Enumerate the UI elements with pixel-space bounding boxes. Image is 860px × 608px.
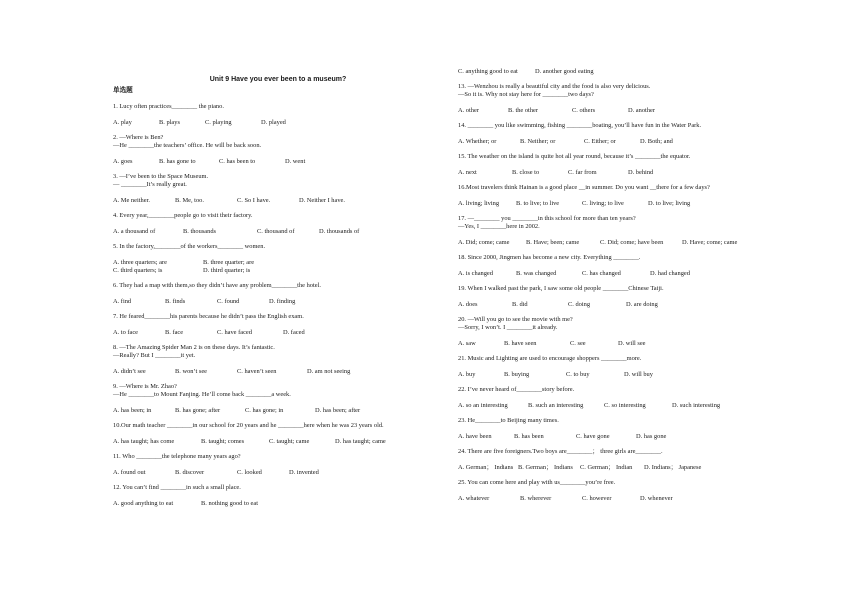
answer-options [113,368,443,376]
answer-option[interactable]: C. looked [237,469,262,476]
answer-option[interactable]: A. next [458,169,477,176]
answer-options [458,433,803,441]
answer-option[interactable]: C. third quarters; is [113,267,163,274]
question-text: 19. When I walked past the park, I saw some old people ________Chinese Taiji. [458,285,664,292]
answer-option[interactable]: B. discover [175,469,205,476]
answer-options [113,197,443,205]
answer-options [458,402,803,410]
answer-option[interactable]: B. close to [512,169,540,176]
answer-option[interactable]: C. taught; came [269,438,310,445]
answer-option[interactable]: C. Either; or [584,138,616,145]
answer-option[interactable]: D. another [628,107,655,114]
question-text: 22. I’ve never heard of________story before. [458,386,575,393]
answer-option[interactable]: D. Neither I have. [299,197,345,204]
question-text-line: —Sorry, I won’t. I ________it already. [458,324,558,331]
question-text: 14. ________ you like swimming, fishing ________boating, you’ll have fun in the Water Park. [458,122,702,129]
answer-option[interactable]: D. has been; after [315,407,361,414]
question [113,243,443,275]
question-text: 3. —I’ve been to the Space Museum. [113,173,209,180]
answer-options [113,329,443,337]
question [113,173,443,205]
answer-option[interactable]: B. German； Indians [518,464,573,471]
answer-options [458,464,803,472]
question-text: 9. —Where is Mr. Zhao? [113,383,177,390]
question [458,215,803,247]
answer-option[interactable]: A. living; living [458,200,500,207]
question [458,386,803,410]
answer-option[interactable]: A. Me neither. [113,197,150,204]
answer-option[interactable]: A. three quarters; are [113,259,167,266]
answer-option[interactable]: D. am not seeing [307,368,351,375]
question [458,254,803,278]
right-column [458,68,803,510]
question [113,313,443,337]
question-text-line: — ________It’s really great. [113,181,187,188]
answer-option[interactable]: C. see [570,340,586,347]
answer-option[interactable]: B. won’t see [175,368,208,375]
question [458,68,803,76]
answer-option[interactable]: D. are doing [626,301,658,308]
answer-option[interactable]: D. Have; come; came [682,239,738,246]
question [113,103,443,127]
answer-option[interactable]: A. have been [458,433,492,440]
answer-option[interactable]: B. Me, too. [175,197,204,204]
question [458,316,803,348]
answer-option[interactable]: C. Did; come; have been [600,239,664,246]
answer-option[interactable]: D. thousands of [319,228,360,235]
answer-options [113,500,443,508]
question [113,422,443,446]
question-text-line: —Yes, I ________here in 2002. [458,223,540,230]
question-text: 15. The weather on the island is quite hot all year round, because it’s ________the equator. [458,153,691,160]
question-text-line: —He ________the teachers’ office. He will be back soon. [113,142,262,149]
answer-options [458,270,803,278]
answer-option[interactable]: A. Did; come; came [458,239,510,246]
question-text: 4. Every year,________people go to visit their factory. [113,212,253,219]
answer-option[interactable]: A. has taught; has come [113,438,175,445]
answer-option[interactable]: D. Indians； Japanese [644,464,702,471]
question-text: 2. —Where is Ben? [113,134,164,141]
answer-option[interactable]: D. will see [618,340,646,347]
question-text: 25. You can come here and play with us________you’re free. [458,479,616,486]
answer-option[interactable]: A. a thousand of [113,228,156,235]
answer-option[interactable]: B. Have; been; came [526,239,580,246]
answer-options [113,469,443,477]
document-title: Unit 9 Have you ever been to a museum? [209,76,347,83]
question-text: 7. He feared________his parents because he didn’t pass the English exam. [113,313,304,320]
question-text: 16.Most travelers think Hainan is a good place __in summer. Do you want __there for a few days? [458,184,710,191]
answer-option[interactable]: B. has gone to [159,158,196,165]
question-text: 12. You can’t find ________in such a small place. [113,484,241,491]
answer-option[interactable]: B. buying [504,371,530,378]
answer-option[interactable]: C. to buy [566,371,590,378]
question [113,484,443,508]
section-heading: 单选题 [113,87,133,94]
answer-option[interactable]: B. have seen [504,340,537,347]
answer-option[interactable]: B. taught; comes [201,438,245,445]
answer-option[interactable]: B. face [165,329,184,336]
question [113,383,443,415]
answer-option[interactable]: B. finds [165,298,186,305]
answer-option[interactable]: A. goes [113,158,133,165]
answer-option[interactable]: B. wherever [520,495,552,502]
answer-option[interactable]: C. far from [568,169,597,176]
answer-option[interactable]: D. had changed [650,270,690,277]
answer-option[interactable]: B. has been [514,433,544,440]
question [113,282,443,306]
question [458,153,803,177]
answer-option[interactable]: A. other [458,107,479,114]
answer-option[interactable]: A. found out [113,469,146,476]
question [458,285,803,309]
question-text: 10.Our math teacher ________in our school for 20 years and he ________here when he was 23 years old. [113,422,384,429]
answer-option[interactable]: A. saw [458,340,476,347]
question [458,479,803,503]
question [458,448,803,472]
answer-option[interactable]: A. has been; in [113,407,152,414]
answer-option[interactable]: A. Whether; or [458,138,497,145]
answer-option[interactable]: C. has changed [582,270,621,277]
answer-options [113,259,443,267]
question [458,417,803,441]
answer-options [458,169,803,177]
question [458,83,803,115]
answer-options [113,407,443,415]
answer-option[interactable]: A. to face [113,329,139,336]
answer-option[interactable]: D. has gone [636,433,667,440]
answer-option[interactable]: C. thousand of [257,228,295,235]
answer-option[interactable]: C. has been to [219,158,256,165]
answer-options [458,340,803,348]
answer-option[interactable]: C. found [217,298,240,305]
question-text: 23. He________to Beijing many times. [458,417,559,424]
answer-option[interactable]: B. has gone; after [175,407,221,414]
answer-option[interactable]: B. three quarter; are [203,259,255,266]
answer-option[interactable]: D. Both; and [640,138,673,145]
answer-options [458,68,803,76]
answer-option[interactable]: D. faced [283,329,305,336]
answer-option[interactable]: B. plays [159,119,180,126]
answer-option[interactable]: B. did [512,301,528,308]
answer-option[interactable]: A. is changed [458,270,493,277]
answer-option[interactable]: B. nothing good to eat [201,500,258,507]
answer-options [113,158,443,166]
answer-options [458,107,803,115]
answer-option[interactable]: C. others [572,107,596,114]
answer-option[interactable]: C. have gone [576,433,610,440]
answer-option[interactable]: C. has gone; in [245,407,284,414]
question-text: 24. There are five foreigners.Two boys are________； three girls are________. [458,448,663,455]
answer-option[interactable]: C. however [582,495,612,502]
question [113,344,443,376]
answer-option[interactable]: C. German； Indian [580,464,633,471]
answer-option[interactable]: A. so an interesting [458,402,508,409]
answer-options [458,138,803,146]
question [458,184,803,208]
question-text: 5. In the factory,________of the workers________ women. [113,243,266,250]
answer-options [458,239,803,247]
answer-option[interactable]: B. was changed [516,270,557,277]
answer-option[interactable]: B. to live; to live [516,200,560,207]
answer-option[interactable]: B. Neither; or [520,138,556,145]
answer-options [113,298,443,306]
answer-option[interactable]: D. to live; living [648,200,691,207]
answer-option[interactable]: D. invented [289,469,319,476]
answer-option[interactable]: D. will buy [624,371,653,378]
answer-option[interactable]: C. living; to live [582,200,624,207]
question [458,122,803,146]
answer-option[interactable]: A. German； Indians [458,464,514,471]
answer-option[interactable]: C. doing [568,301,591,308]
answer-option[interactable]: D. such interesting [672,402,721,409]
left-column [113,68,443,515]
question-text: 17. —________ you ________in this school for more than ten years? [458,215,636,222]
question-text: 8. —The Amazing Spider Man 2 is on these days. It’s fantastic. [113,344,275,351]
answer-option[interactable]: D. behind [628,169,654,176]
question-text-line: —He ________to Mount Fanjing. He’ll come back ________a week. [113,391,291,398]
answer-options [113,228,443,236]
answer-option[interactable]: D. played [261,119,286,126]
answer-options [458,495,803,503]
question-text: 6. They had a map with them,so they didn’t have any problem________the hotel. [113,282,321,289]
question-text: 20. —Will you go to see the movie with me? [458,316,573,323]
answer-options [113,438,443,446]
question [113,134,443,166]
answer-options [113,119,443,127]
answer-option[interactable]: A. didn’t see [113,368,146,375]
answer-option[interactable]: C. so interesting [604,402,646,409]
answer-options [458,200,803,208]
question-text: 11. Who ________the telephone many years ago? [113,453,241,460]
question-text: 18. Since 2000, Jingmen has become a new city. Everything ________. [458,254,641,261]
answer-option[interactable]: C. haven’t seen [237,368,277,375]
answer-option[interactable]: D. has taught; came [335,438,386,445]
answer-options [113,267,443,275]
answer-options [458,371,803,379]
answer-option[interactable]: D. finding [269,298,296,305]
answer-option[interactable]: D. third quarter; is [203,267,251,274]
question-text: 13. —Wenzhou is really a beautiful city and the food is also very delicious. [458,83,651,90]
answer-option[interactable]: B. the other [508,107,538,114]
question [458,355,803,379]
answer-option[interactable]: A. does [458,301,478,308]
answer-options [458,301,803,309]
question-text: 21. Music and Lighting are used to encourage shoppers ________more. [458,355,642,362]
question-text-line: —Really? But I ________it yet. [113,352,196,359]
answer-option[interactable]: C. have faced [217,329,252,336]
answer-option[interactable]: A. find [113,298,132,305]
answer-option[interactable]: A. good anything to eat [113,500,174,507]
answer-option[interactable]: C. anything good to eat [458,68,518,75]
answer-option[interactable]: A. whatever [458,495,490,502]
question-text: 1. Lucy often practices________ the piano. [113,103,224,110]
title-spacer [113,68,443,87]
answer-option[interactable]: D. another good eating [535,68,594,75]
question [113,212,443,236]
answer-option[interactable]: D. whenever [640,495,673,502]
question-text-line: —So it is. Why not stay here for ________two days? [458,91,594,98]
answer-option[interactable]: C. So I have. [237,197,271,204]
answer-option[interactable]: A. play [113,119,132,126]
answer-option[interactable]: D. went [285,158,306,165]
answer-option[interactable]: B. thousands [183,228,217,235]
answer-option[interactable]: B. such an interesting [528,402,584,409]
question [113,453,443,477]
answer-option[interactable]: A. buy [458,371,476,378]
answer-option[interactable]: C. playing [205,119,232,126]
